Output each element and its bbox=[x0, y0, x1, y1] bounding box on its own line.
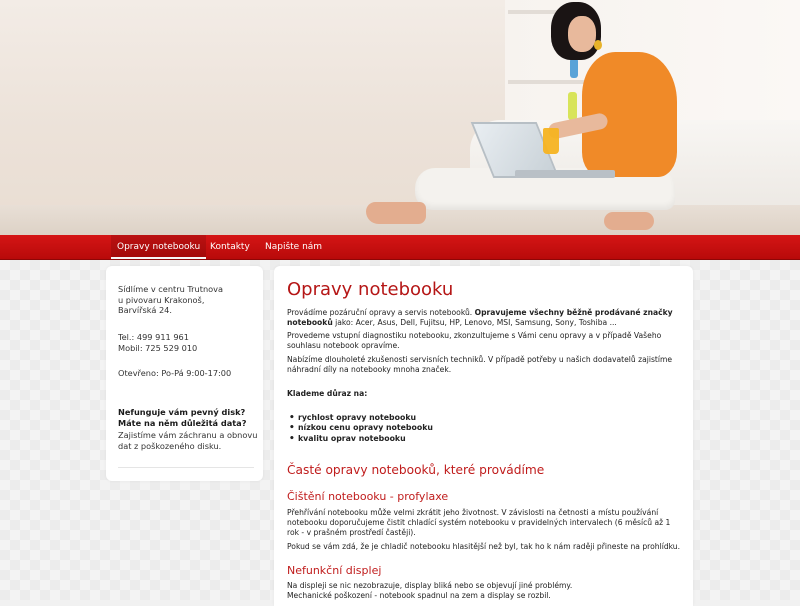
address-line: u pivovaru Krakonoš, bbox=[118, 294, 205, 305]
cleaning-title: Čištění notebooku - profylaxe bbox=[287, 490, 449, 503]
opening-hours: Otevřeno: Po-Pá 9:00-17:00 bbox=[118, 368, 232, 378]
page-title: Opravy notebooku bbox=[287, 279, 454, 300]
drive-heading-line: Nefunguje vám pevný disk? bbox=[118, 407, 246, 417]
sidebar-divider bbox=[118, 467, 254, 468]
banner-glass bbox=[543, 128, 559, 154]
drive-heading-line: Máte na něm důležitá data? bbox=[118, 417, 247, 428]
intro-paragraph bbox=[287, 308, 682, 328]
banner-laptop-base bbox=[515, 170, 615, 178]
banner-person-face bbox=[568, 16, 596, 52]
banner-person-foot bbox=[604, 212, 654, 230]
cleaning-paragraph-2: Pokud se vám zdá, že je chladič notebooku hlasitější než byl, tak ho k nám raději přineste na prohlídku. bbox=[287, 542, 681, 551]
intro-text: Provádíme pozáruční opravy a servis notebooků. bbox=[287, 308, 475, 317]
address-line: Sídlíme v centru Trutnova bbox=[118, 284, 224, 294]
emphasis-heading: Klademe důraz na: bbox=[287, 389, 368, 398]
display-line: Mechanické poškození - notebook spadnul na zem a display se rozbil. bbox=[287, 591, 551, 600]
emphasis-list bbox=[287, 413, 682, 444]
display-paragraph bbox=[287, 581, 682, 601]
banner-person-earring bbox=[594, 40, 602, 50]
diagnostics-paragraph: Provedeme vstupní diagnostiku notebooku, zkonzultujeme s Vámi cenu opravy a v případě Vašeho souhlasu notebook opravíme. bbox=[287, 331, 662, 350]
cleaning-paragraph: Přehřívání notebooku může velmi zkrátit jeho životnost. V závislosti na četnosti a místu používání notebooku doporučujeme čistit chladící systém notebooku v pravidelných intervalech (6 měsíců až 1 rok - v prašném prostředí častěji). bbox=[287, 508, 671, 537]
drive-rescue-text: Zajistíme vám záchranu a obnovu dat z poškozeného disku. bbox=[118, 430, 258, 451]
address-line: Barvířská 24. bbox=[118, 305, 172, 315]
banner-person-foot bbox=[366, 202, 426, 224]
main-content bbox=[274, 266, 693, 606]
phone-text: Tel.: 499 911 961 bbox=[118, 332, 189, 342]
nav-item-opravy[interactable]: Opravy notebooku bbox=[111, 235, 206, 259]
list-item: • rychlost opravy notebooku bbox=[287, 413, 682, 423]
intro-bold-text: Opravujeme všechny běžně prodávané značky notebooků bbox=[287, 308, 673, 327]
display-title: Nefunkční displej bbox=[287, 564, 382, 577]
nav-item-napiste[interactable]: Napište nám bbox=[265, 242, 323, 252]
experience-paragraph: Nabízíme dlouholeté zkušenosti servisních techniků. V případě potřeby u našich dodavatelů zajistíme náhradní díly na notebooky mnoha značek. bbox=[287, 355, 673, 374]
list-item: • kvalitu oprav notebooku bbox=[287, 434, 682, 444]
banner-shelf bbox=[508, 80, 588, 84]
drive-rescue-heading bbox=[118, 407, 258, 428]
nav-item-kontakty[interactable]: Kontakty bbox=[210, 242, 250, 252]
sidebar bbox=[106, 266, 263, 481]
display-line: Na displeji se nic nezobrazuje, display bliká nebo se objevují jiné problémy. bbox=[287, 581, 573, 590]
mobile-text: Mobil: 725 529 010 bbox=[118, 342, 198, 353]
sidebar-address bbox=[118, 284, 258, 316]
header-banner bbox=[0, 0, 800, 235]
main-nav bbox=[0, 235, 800, 260]
intro-brands-text: jako: Acer, Asus, Dell, Fujitsu, HP, Lenovo, MSI, Samsung, Sony, Toshiba ... bbox=[332, 318, 617, 327]
section-title: Časté opravy notebooků, které provádíme bbox=[287, 463, 545, 477]
list-item: • nízkou cenu opravy notebooku bbox=[287, 423, 682, 433]
banner-decor bbox=[570, 58, 578, 78]
banner-decor bbox=[568, 92, 577, 120]
sidebar-contacts bbox=[118, 332, 258, 353]
